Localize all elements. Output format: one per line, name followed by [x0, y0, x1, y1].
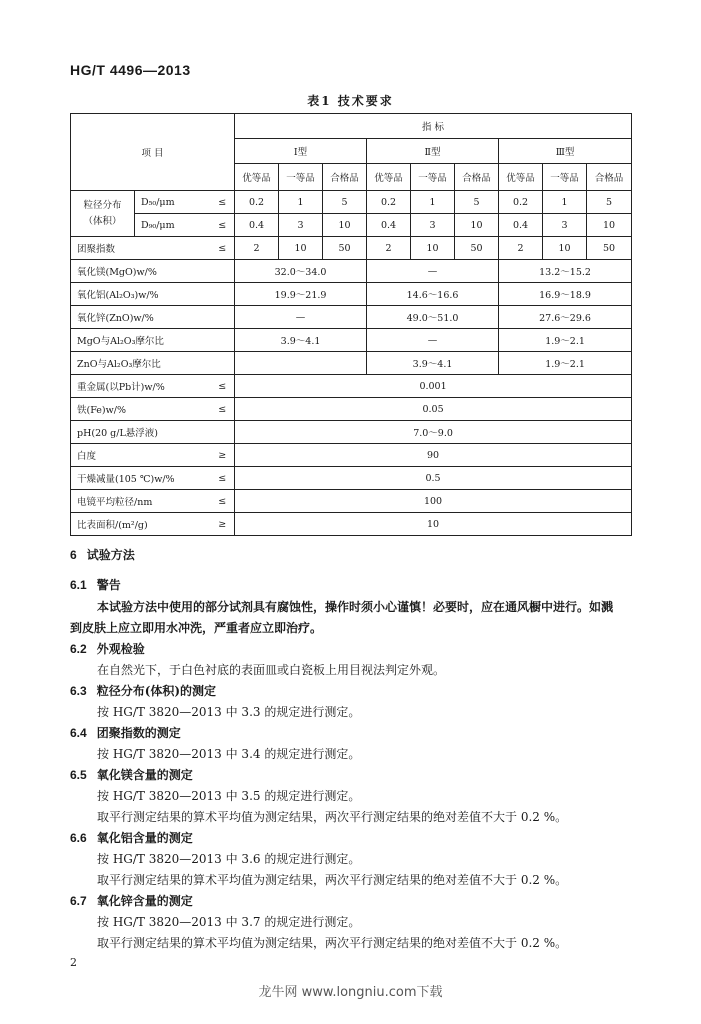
agglomeration-label: 团聚指数: [71, 237, 211, 260]
table-cell: 3: [279, 214, 323, 237]
surface-area-relation: ≥: [211, 513, 235, 536]
section-title: 粒径分布(体积)的测定: [96, 684, 217, 698]
grade-header: 优等品: [499, 164, 543, 191]
d90-relation: ≤: [211, 214, 235, 237]
mgo-label: 氧化镁(MgO)w/%: [71, 260, 235, 283]
table-cell: 50: [587, 237, 632, 260]
table-cell: 0.4: [367, 214, 411, 237]
sem-size-relation: ≤: [211, 490, 235, 513]
table-cell: 0.2: [367, 191, 411, 214]
section-number: 6.5: [70, 768, 87, 782]
table-cell: 90: [235, 444, 632, 467]
table-cell: —: [367, 260, 499, 283]
iron-label: 铁(Fe)w/%: [71, 398, 211, 421]
table-cell: 10: [543, 237, 587, 260]
drying-loss-label: 干燥减量(105 ℃)w/%: [71, 467, 211, 490]
section-number: 6.2: [70, 642, 87, 656]
table-cell: —: [235, 306, 367, 329]
table-row-d90: [71, 214, 632, 237]
type-2-header: Ⅱ型: [367, 139, 499, 164]
table-row-heavy-metal: [71, 375, 632, 398]
warning-text-line-1: 本试验方法中使用的部分试剂具有腐蚀性，操作时须小心谨慎！必要时，应在通风橱中进行。如溅: [97, 600, 614, 614]
item-header: 项 目: [71, 114, 235, 191]
table-row-mgo-al-ratio: [71, 329, 632, 352]
section-title: 警告: [96, 578, 121, 592]
iron-relation: ≤: [211, 398, 235, 421]
table-row-drying-loss: [71, 467, 632, 490]
table-cell: 5: [455, 191, 499, 214]
sem-size-label: 电镜平均粒径/nm: [71, 490, 211, 513]
ph-label: pH(20 g/L悬浮液): [71, 421, 235, 444]
section-title: 试验方法: [86, 548, 135, 562]
table-cell: 100: [235, 490, 632, 513]
zno-label: 氧化锌(ZnO)w/%: [71, 306, 235, 329]
technical-requirements-table: [70, 113, 632, 536]
table-row-iron: [71, 398, 632, 421]
whiteness-relation: ≥: [211, 444, 235, 467]
table-cell: 0.05: [235, 398, 632, 421]
table-cell: 3: [543, 214, 587, 237]
table-cell: 13.2～15.2: [499, 260, 632, 283]
section-6-7-heading: [70, 892, 193, 909]
section-6-2-heading: [70, 640, 145, 657]
table-cell: 1: [279, 191, 323, 214]
agglomeration-relation: ≤: [211, 237, 235, 260]
section-6-3-heading: [70, 682, 216, 699]
table-cell: 10: [323, 214, 367, 237]
table-cell: 10: [235, 513, 632, 536]
grade-header: 合格品: [455, 164, 499, 191]
paragraph: 按 HG/T 3820—2013 中 3.6 的规定进行测定。: [97, 852, 361, 866]
standard-code: HG/T 4496—2013: [70, 62, 191, 78]
table-cell: 49.0～51.0: [367, 306, 499, 329]
table-row-alumina: [71, 283, 632, 306]
table-cell: [235, 352, 367, 375]
grade-header: 优等品: [235, 164, 279, 191]
table-cell: 7.0～9.0: [235, 421, 632, 444]
page-number: 2: [70, 956, 77, 969]
d90-label: D₉₀/μm: [135, 214, 211, 237]
table-cell: 0.2: [499, 191, 543, 214]
heavy-metal-relation: ≤: [211, 375, 235, 398]
table-header-row: [71, 114, 632, 139]
table-cell: 0.4: [499, 214, 543, 237]
table-cell: 2: [235, 237, 279, 260]
mgo-al-ratio-label: MgO与Al₂O₃摩尔比: [71, 329, 235, 352]
type-3-header: Ⅲ型: [499, 139, 632, 164]
section-title: 氧化锌含量的测定: [96, 894, 193, 908]
table-row-surface-area: [71, 513, 632, 536]
table-cell: 0.001: [235, 375, 632, 398]
paragraph: 取平行测定结果的算术平均值为测定结果，两次平行测定结果的绝对差值不大于 0.2 %。: [97, 936, 568, 950]
drying-loss-relation: ≤: [211, 467, 235, 490]
table-cell: 14.6～16.6: [367, 283, 499, 306]
section-title: 外观检验: [96, 642, 145, 656]
surface-area-label: 比表面积/(m²/g): [71, 513, 211, 536]
table-cell: 0.4: [235, 214, 279, 237]
table-cell: 2: [499, 237, 543, 260]
paragraph: 取平行测定结果的算术平均值为测定结果，两次平行测定结果的绝对差值不大于 0.2 %。: [97, 873, 568, 887]
table-row-mgo: [71, 260, 632, 283]
table-row-zno: [71, 306, 632, 329]
table-cell: 10: [587, 214, 632, 237]
alumina-label: 氧化铝(Al₂O₃)w/%: [71, 283, 235, 306]
table-cell: 16.9～18.9: [499, 283, 632, 306]
table-cell: 3.9～4.1: [235, 329, 367, 352]
table-cell: 10: [279, 237, 323, 260]
table-title: 表1 技术要求: [307, 94, 394, 108]
grade-header: 一等品: [543, 164, 587, 191]
index-header: 指 标: [235, 114, 632, 139]
paragraph: 按 HG/T 3820—2013 中 3.4 的规定进行测定。: [97, 747, 361, 761]
table-row-d50: [71, 191, 632, 214]
table-cell: 0.5: [235, 467, 632, 490]
heavy-metal-label: 重金属(以Pb计)w/%: [71, 375, 211, 398]
paragraph: 按 HG/T 3820—2013 中 3.3 的规定进行测定。: [97, 705, 361, 719]
d50-relation: ≤: [211, 191, 235, 214]
table-cell: 50: [455, 237, 499, 260]
warning-text-line-2: 到皮肤上应立即用水冲洗，严重者应立即治疗。: [70, 621, 323, 635]
table-cell: 0.2: [235, 191, 279, 214]
section-number: 6.1: [70, 578, 87, 592]
section-6-4-heading: [70, 724, 181, 741]
table-row-whiteness: [71, 444, 632, 467]
table-cell: 1: [411, 191, 455, 214]
watermark: 龙牛网 www.longniu.com下载: [258, 985, 443, 1000]
table-row-ph: [71, 421, 632, 444]
table-cell: 1: [543, 191, 587, 214]
grade-header: 一等品: [411, 164, 455, 191]
table-row-sem-size: [71, 490, 632, 513]
section-number: 6: [70, 548, 77, 562]
section-6-6-heading: [70, 829, 193, 846]
type-1-header: Ⅰ型: [235, 139, 367, 164]
paragraph: 在自然光下，于白色衬底的表面皿或白瓷板上用目视法判定外观。: [97, 663, 446, 677]
table-row-zno-al-ratio: [71, 352, 632, 375]
table-row-agglomeration: [71, 237, 632, 260]
grade-header: 合格品: [323, 164, 367, 191]
section-title: 氧化铝含量的测定: [96, 831, 193, 845]
table-cell: 3.9～4.1: [367, 352, 499, 375]
table-cell: 1.9～2.1: [499, 352, 632, 375]
section-6-1-heading: [70, 576, 121, 593]
table-cell: 1.9～2.1: [499, 329, 632, 352]
table-cell: 5: [323, 191, 367, 214]
section-number: 6.4: [70, 726, 87, 740]
section-number: 6.3: [70, 684, 87, 698]
section-6-heading: [70, 546, 135, 563]
section-title: 氧化镁含量的测定: [96, 768, 193, 782]
table-cell: 5: [587, 191, 632, 214]
whiteness-label: 白度: [71, 444, 211, 467]
paragraph: 取平行测定结果的算术平均值为测定结果，两次平行测定结果的绝对差值不大于 0.2 %。: [97, 810, 568, 824]
table-cell: 2: [367, 237, 411, 260]
table-cell: 10: [455, 214, 499, 237]
particle-size-label: 粒径分布 （体积）: [71, 191, 135, 237]
table-cell: 10: [411, 237, 455, 260]
table-cell: 27.6～29.6: [499, 306, 632, 329]
zno-al-ratio-label: ZnO与Al₂O₃摩尔比: [71, 352, 235, 375]
table-cell: 50: [323, 237, 367, 260]
section-number: 6.6: [70, 831, 87, 845]
paragraph: 按 HG/T 3820—2013 中 3.7 的规定进行测定。: [97, 915, 361, 929]
table-cell: 19.9～21.9: [235, 283, 367, 306]
grade-header: 一等品: [279, 164, 323, 191]
table-cell: 32.0～34.0: [235, 260, 367, 283]
section-number: 6.7: [70, 894, 87, 908]
grade-header: 优等品: [367, 164, 411, 191]
d50-label: D₅₀/μm: [135, 191, 211, 214]
table-cell: —: [367, 329, 499, 352]
section-title: 团聚指数的测定: [96, 726, 181, 740]
grade-header: 合格品: [587, 164, 632, 191]
paragraph: 按 HG/T 3820—2013 中 3.5 的规定进行测定。: [97, 789, 361, 803]
table-cell: 3: [411, 214, 455, 237]
section-6-5-heading: [70, 766, 193, 783]
